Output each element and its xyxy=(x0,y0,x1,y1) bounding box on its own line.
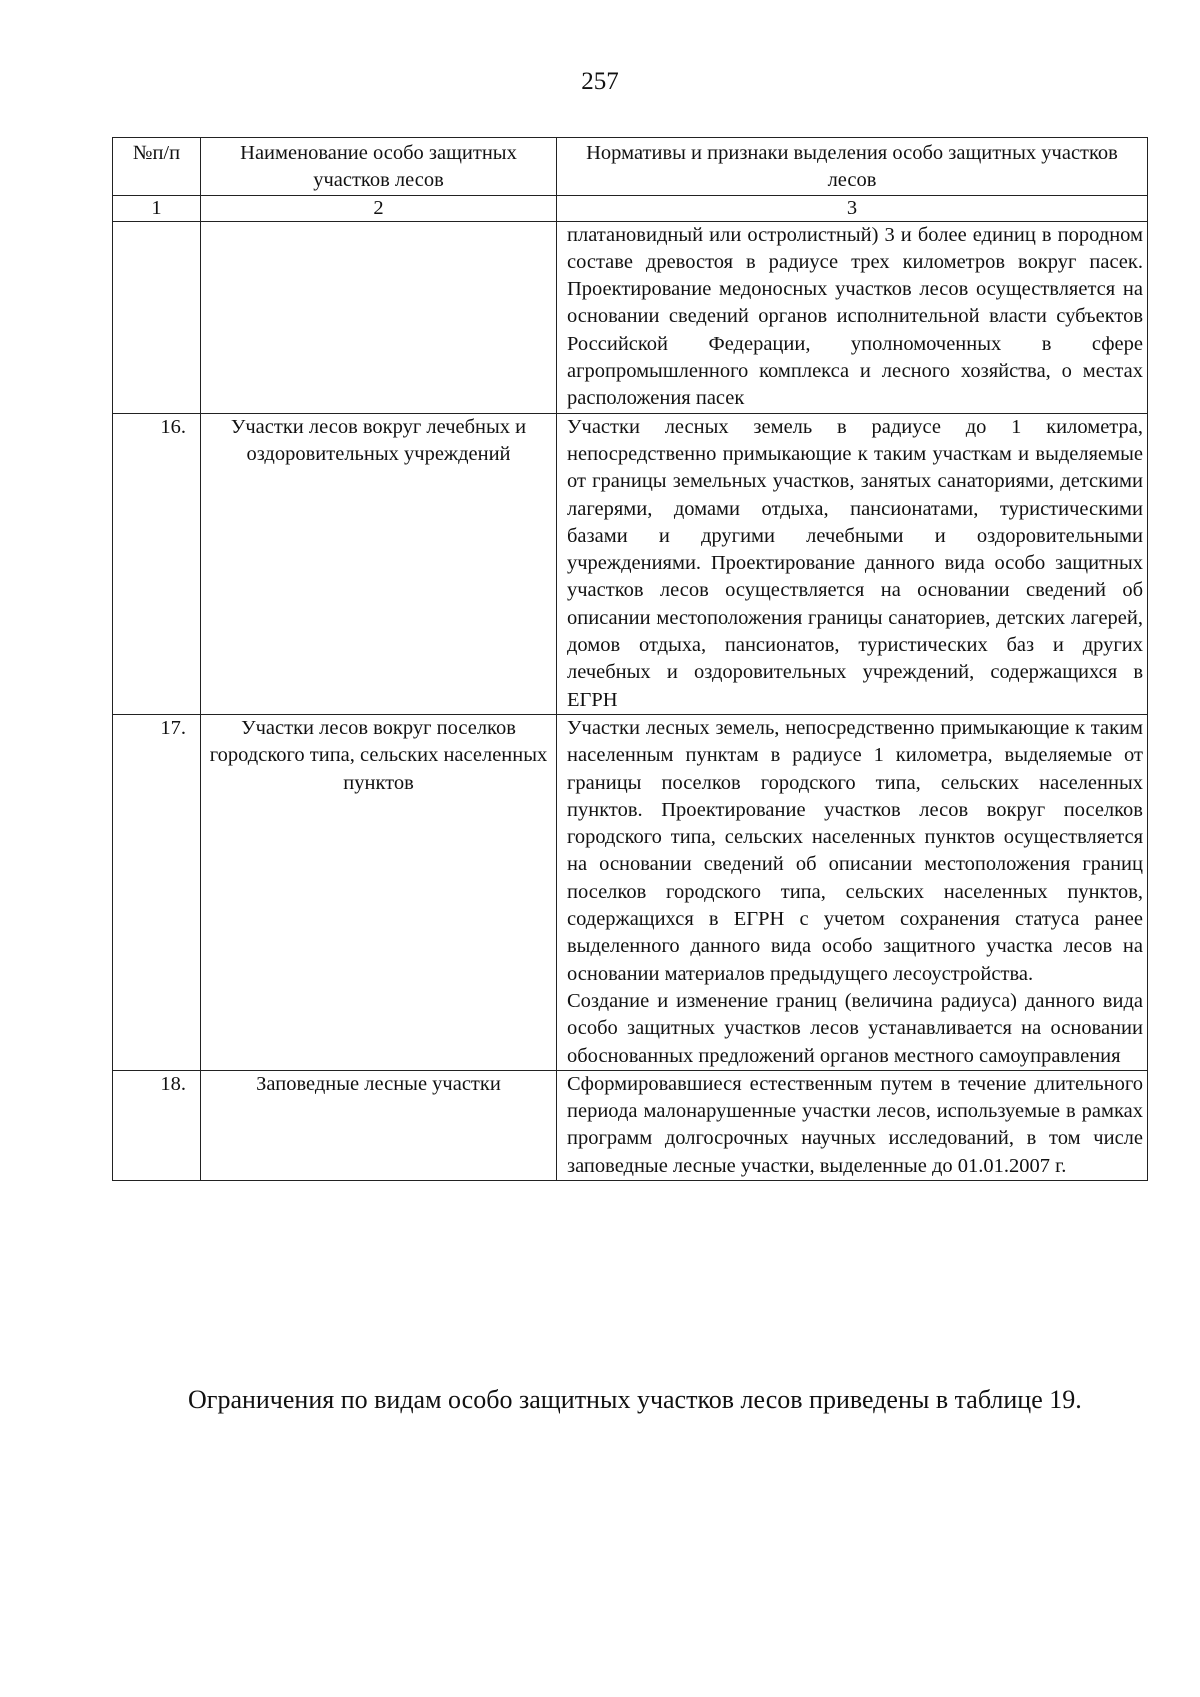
row-number xyxy=(113,221,201,413)
column-number-row xyxy=(113,195,1148,221)
row-name xyxy=(201,221,557,413)
header-number: №п/п xyxy=(113,138,201,196)
row-description xyxy=(557,221,1148,413)
header-criteria: Нормативы и признаки выделения особо защитных участков лесов xyxy=(557,138,1148,196)
row-paragraph: Участки лесных земель в радиусе до 1 километра, непосредственно примыкающие к таким участкам и выделяемые от границы земельных участков, занятых санаториями, детскими лагерями, домами отдыха, пансионатами, туристическими базами и другими лечебными и оздоровительными учреждениями. Проектирование данного вида особо защитных участков лесов осуществляется на основании сведений об описании местоположения границы санаториев, детских лагерей, домов отдыха, пансионатов, туристических баз и других лечебных и оздоровительных учреждений, содержащихся в ЕГРН xyxy=(567,415,1143,711)
row-description xyxy=(557,1070,1148,1180)
row-paragraph: Сформировавшиеся естественным путем в течение длительного периода малонарушенные участки лесов, используемые в рамках программ долгосрочных научных исследований, в том числе заповедные лесные участки, выделенные до 01.01.2007 г. xyxy=(567,1072,1143,1177)
page-number: 257 xyxy=(581,68,619,95)
row-name: Участки лесов вокруг поселков городского типа, сельских населенных пунктов xyxy=(201,714,557,1070)
row-number: 16. xyxy=(113,413,201,714)
table-row xyxy=(113,714,1148,1070)
table-header-row xyxy=(113,138,1148,196)
footer-text: Ограничения по видам особо защитных участков лесов приведены в таблице 19. xyxy=(188,1385,1082,1414)
row-description xyxy=(557,714,1148,1070)
column-number: 1 xyxy=(113,195,201,221)
row-name: Участки лесов вокруг лечебных и оздоровительных учреждений xyxy=(201,413,557,714)
row-number: 18. xyxy=(113,1070,201,1180)
row-paragraph: Создание и изменение границ (величина радиуса) данного вида особо защитных участков лесов устанавливается на основании обоснованных предложений органов местного самоуправления xyxy=(567,989,1143,1067)
table-row xyxy=(113,413,1148,714)
header-name: Наименование особо защитных участков лесов xyxy=(201,138,557,196)
table-row xyxy=(113,1070,1148,1180)
row-number: 17. xyxy=(113,714,201,1070)
footer-paragraph xyxy=(112,1382,1092,1418)
row-description xyxy=(557,413,1148,714)
column-number: 3 xyxy=(557,195,1148,221)
row-paragraph: платановидный или остролистный) 3 и более единиц в породном составе древостоя в радиусе трех километров вокруг пасек. Проектирование медоносных участков лесов осуществляется на основании сведений органов исполнительной власти субъектов Российской Федерации, уполномоченных в сфере агропромышленного комплекса и лесного хозяйства, о местах расположения пасек xyxy=(567,223,1143,410)
column-number: 2 xyxy=(201,195,557,221)
row-name: Заповедные лесные участки xyxy=(201,1070,557,1180)
row-paragraph: Участки лесных земель, непосредственно примыкающие к таким населенным пунктам в радиусе 1 километра, выделяемые от границы поселков городского типа, сельских населенных пунктов. Проектирование участков лесов вокруг поселков городского типа, сельских населенных пунктов осуществляется на основании сведений об описании местоположения границ поселков городского типа, сельских населенных пунктов, содержащихся в ЕГРН с учетом сохранения статуса ранее выделенного данного вида особо защитного участка лесов на основании материалов предыдущего лесоустройства. xyxy=(567,716,1143,985)
protected-forest-table xyxy=(112,137,1148,1181)
table-row xyxy=(113,221,1148,413)
